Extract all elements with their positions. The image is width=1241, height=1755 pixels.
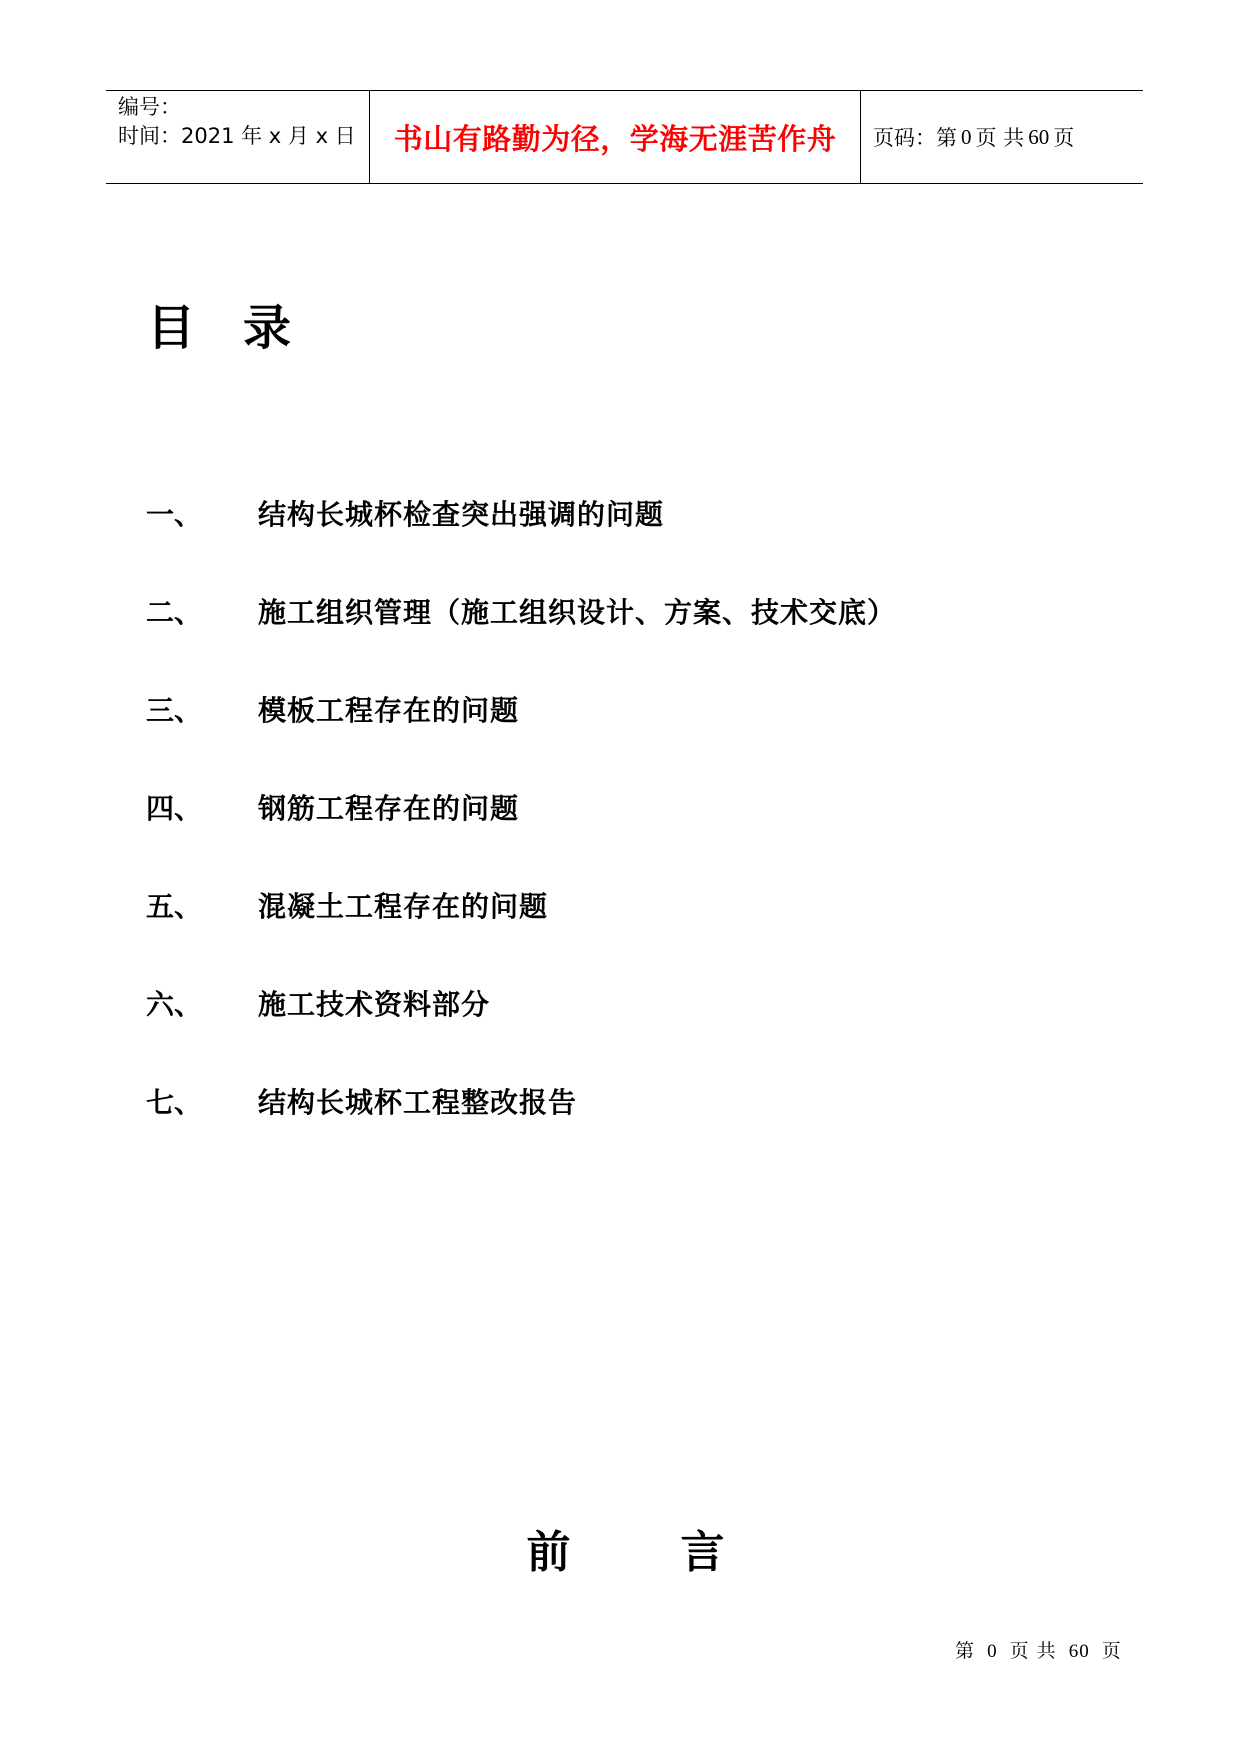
header-page-mid: 页 共 <box>975 126 1025 150</box>
header-page-total: 60 <box>1028 124 1050 149</box>
header-motto-cell <box>370 91 861 183</box>
footer-page-prefix: 第 <box>955 1640 976 1662</box>
preface-title-char: 前 <box>526 1527 571 1578</box>
toc-item-number: 一、 <box>146 498 203 531</box>
toc-item <box>146 987 896 1085</box>
header-page-current: 0 <box>961 124 972 149</box>
preface-title <box>0 1525 1241 1581</box>
header-page-cell <box>861 91 1143 183</box>
page-header <box>106 90 1143 184</box>
toc-item-text: 混凝土工程存在的问题 <box>258 890 549 923</box>
toc-item <box>146 693 896 791</box>
toc-item-number: 五、 <box>146 890 203 923</box>
document-time: 时间：2021 年 x 月 x 日 <box>118 124 356 148</box>
toc-item-text: 钢筋工程存在的问题 <box>258 792 520 825</box>
toc-item-text: 模板工程存在的问题 <box>258 694 520 727</box>
toc-item <box>146 791 896 889</box>
document-number-label: 编号： <box>118 95 181 119</box>
toc-item-number: 三、 <box>146 694 203 727</box>
toc-item <box>146 595 896 693</box>
toc-item-number: 六、 <box>146 988 203 1021</box>
preface-title-char: 言 <box>680 1527 725 1578</box>
header-meta-cell <box>106 91 370 183</box>
toc-item <box>146 889 896 987</box>
toc-item-number: 二、 <box>146 596 203 629</box>
toc-item-text: 结构长城杯工程整改报告 <box>258 1086 578 1119</box>
toc-item-number: 四、 <box>146 792 203 825</box>
toc-item <box>146 1085 896 1183</box>
toc-title: 目录 <box>147 300 340 356</box>
header-motto: 书山有路勤为径，学海无涯苦作舟 <box>393 121 837 156</box>
footer-page-suffix: 页 <box>1101 1640 1122 1662</box>
toc-item <box>146 497 896 595</box>
footer-page-current: 0 <box>987 1641 998 1662</box>
footer-page-mid: 页 共 <box>1009 1640 1057 1662</box>
page-footer <box>955 1636 1122 1663</box>
toc-list <box>146 497 896 1183</box>
header-page-prefix: 页码：第 <box>873 126 957 150</box>
footer-page-total: 60 <box>1068 1641 1090 1662</box>
toc-item-text: 结构长城杯检查突出强调的问题 <box>258 498 665 531</box>
toc-item-text: 施工技术资料部分 <box>258 988 491 1021</box>
toc-item-text: 施工组织管理（施工组织设计、方案、技术交底） <box>258 596 897 629</box>
toc-item-number: 七、 <box>146 1086 203 1119</box>
header-page-suffix: 页 <box>1053 126 1075 150</box>
